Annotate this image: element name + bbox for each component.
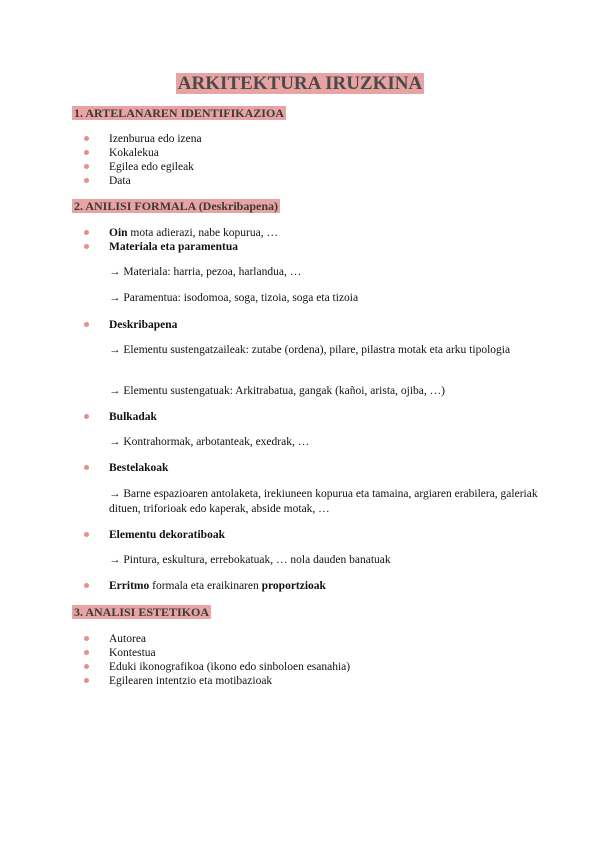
- list-item-materiala: Materiala eta paramentua: [72, 240, 549, 254]
- bullet-icon: [84, 136, 89, 141]
- list-item-erritmo: Erritmo formala eta eraikinaren proportzioak: [72, 579, 549, 593]
- bullet-icon: [84, 650, 89, 655]
- sustengatzaileak-line: → Elementu sustengatzaileak: zutabe (ordena), pilare, pilastra motak eta arku tipologia: [109, 344, 511, 356]
- document-title-text: ARKITEKTURA IRUZKINA: [177, 73, 423, 94]
- materiala-line: → Materiala: harria, pezoa, harlandua, …: [109, 266, 302, 278]
- list-item-bulkadak: Bulkadak: [72, 410, 549, 424]
- bullet-icon: [84, 322, 89, 327]
- section-heading-formal-analysis: 2. ANILISI FORMALA (Deskribapena): [74, 199, 279, 213]
- section-heading-identification: 1. ARTELANAREN IDENTIFIKAZIOA: [74, 106, 284, 120]
- sustengatuak-line: → Elementu sustengatuak: Arkitrabatua, gangak (kañoi, arista, ojiba, …): [109, 385, 445, 397]
- bullet-icon: [84, 532, 89, 537]
- list-item: Kokalekua: [72, 146, 549, 160]
- bullet-icon: [84, 414, 89, 419]
- list-item-dekoratiboak: Elementu dekoratiboak: [72, 528, 549, 542]
- list-item: Egilearen intentzio eta motibazioak: [72, 674, 549, 688]
- list-item-bestelakoak: Bestelakoak: [72, 461, 549, 475]
- bullet-icon: [84, 583, 89, 588]
- list-item: Eduki ikonografikoa (ikono edo sinboloen esanahia): [72, 660, 549, 674]
- dekoratiboak-line: → Pintura, eskultura, errebokatuak, … nola dauden banatuak: [109, 554, 391, 566]
- list-item: Data: [72, 174, 549, 188]
- bullet-icon: [84, 244, 89, 249]
- document-title: [0, 73, 600, 95]
- list-item-oin: Oin mota adierazi, nabe kopurua, …: [72, 226, 549, 240]
- bulkadak-line: → Kontrahormak, arbotanteak, exedrak, …: [109, 436, 310, 448]
- list-item-deskribapena: Deskribapena: [72, 318, 549, 332]
- bullet-icon: [84, 230, 89, 235]
- bullet-icon: [84, 150, 89, 155]
- bullet-icon: [84, 164, 89, 169]
- bullet-icon: [84, 636, 89, 641]
- list-item: Kontestua: [72, 646, 549, 660]
- bullet-icon: [84, 664, 89, 669]
- section-heading-aesthetic-analysis: 3. ANALISI ESTETIKOA: [74, 605, 210, 619]
- bullet-icon: [84, 465, 89, 470]
- bestelakoak-line: → Barne espazioaren antolaketa, irekiuneen kopurua eta tamaina, argiaren erabilera, galeriak dituen, triforioak edo kaperak, abside motak, …: [109, 488, 538, 515]
- bullet-icon: [84, 178, 89, 183]
- list-item: Egilea edo egileak: [72, 160, 549, 174]
- list-item: Autorea: [72, 632, 549, 646]
- paramentua-line: → Paramentua: isodomoa, soga, tizoia, soga eta tizoia: [109, 292, 359, 304]
- bullet-icon: [84, 678, 89, 683]
- list-item: Izenburua edo izena: [72, 132, 549, 146]
